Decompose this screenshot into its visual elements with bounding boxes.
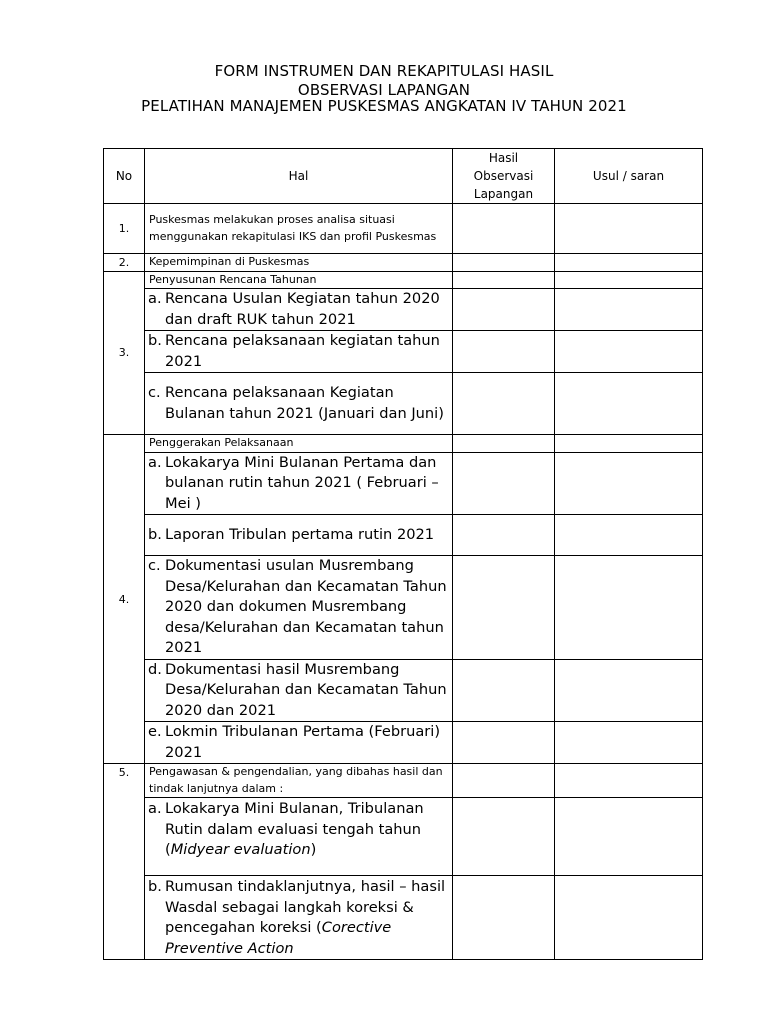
sub-item-text: Lokakarya Mini Bulanan Pertama dan bulanan rutin tahun 2021 ( Februari – Mei )	[165, 453, 439, 512]
hasil-observasi-cell[interactable]	[453, 204, 555, 254]
sub-item-row	[104, 722, 703, 764]
row-number: 2.	[104, 254, 145, 272]
sub-item-letter: a.	[148, 800, 162, 817]
hasil-observasi-cell[interactable]	[453, 254, 555, 272]
hasil-observasi-cell[interactable]	[453, 798, 555, 876]
sub-item-text: Rencana Usulan Kegiatan tahun 2020 dan draft RUK tahun 2021	[165, 290, 440, 328]
form-title-line-1: FORM INSTRUMEN DAN REKAPITULASI HASIL	[214, 62, 554, 80]
hasil-observasi-cell[interactable]	[453, 271, 555, 289]
usul-saran-cell[interactable]	[555, 204, 703, 254]
usul-saran-cell[interactable]	[555, 289, 703, 331]
sub-item	[148, 331, 452, 372]
header-hasil-line-2: Observasi	[473, 169, 534, 183]
header-hal: Hal	[145, 149, 453, 204]
header-no: No	[104, 149, 145, 204]
sub-item-letter: e.	[148, 723, 162, 740]
sub-item-letter: c.	[148, 384, 161, 401]
sub-item-row	[104, 556, 703, 660]
sub-item-row	[104, 876, 703, 960]
row-description: Penggerakan Pelaksanaan	[145, 435, 453, 453]
sub-item	[148, 722, 452, 763]
observation-table	[103, 148, 703, 960]
table-row	[104, 435, 703, 453]
row-description: Puskesmas melakukan proses analisa situasi menggunakan rekapitulasi IKS dan profil Puskesmas	[145, 204, 453, 254]
sub-item-letter: d.	[148, 660, 162, 678]
usul-saran-cell[interactable]	[555, 659, 703, 722]
table-row	[104, 254, 703, 272]
sub-item-letter: b.	[148, 878, 162, 895]
sub-item-text: Dokumentasi hasil Musrembang Desa/Kelurahan dan Kecamatan Tahun 2020 dan 2021	[165, 660, 447, 719]
header-hasil-line-1: Hasil	[488, 151, 519, 165]
usul-saran-cell[interactable]	[555, 556, 703, 660]
sub-item	[148, 877, 452, 959]
hasil-observasi-cell[interactable]	[453, 876, 555, 960]
sub-item-row	[104, 373, 703, 435]
hasil-observasi-cell[interactable]	[453, 331, 555, 373]
hasil-observasi-cell[interactable]	[453, 722, 555, 764]
sub-item-text: Laporan Tribulan pertama rutin 2021	[165, 525, 435, 543]
sub-item-text-italic: Corective Preventive Action	[165, 919, 392, 957]
sub-item	[148, 383, 452, 424]
sub-item-row	[104, 659, 703, 722]
hasil-observasi-cell[interactable]	[453, 764, 555, 798]
row-description: Penyusunan Rencana Tahunan	[145, 271, 453, 289]
sub-item-letter: c.	[148, 557, 161, 574]
hasil-observasi-cell[interactable]	[453, 289, 555, 331]
row-description: Pengawasan & pengendalian, yang dibahas hasil dan tindak lanjutnya dalam :	[145, 764, 453, 798]
sub-item-text: Rencana pelaksanaan Kegiatan Bulanan tahun 2021 (Januari dan Juni)	[165, 384, 444, 422]
hasil-observasi-cell[interactable]	[453, 373, 555, 435]
usul-saran-cell[interactable]	[555, 764, 703, 798]
sub-item-row	[104, 289, 703, 331]
sub-item-letter: b.	[148, 525, 162, 543]
hasil-observasi-cell[interactable]	[453, 452, 555, 515]
table-row	[104, 271, 703, 289]
header-hasil-line-3: Lapangan	[473, 187, 534, 201]
table-row	[104, 764, 703, 798]
table-header-row	[104, 149, 703, 204]
usul-saran-cell[interactable]	[555, 515, 703, 556]
sub-item-letter: a.	[148, 290, 162, 307]
sub-item	[148, 799, 452, 861]
sub-item	[148, 525, 452, 546]
sub-item-row	[104, 331, 703, 373]
sub-item-text-italic: Midyear evaluation	[170, 841, 311, 858]
sub-item-text: Lokakarya Mini Bulanan, Tribulanan Rutin dalam evaluasi tengah tahun (	[165, 800, 424, 858]
sub-item-letter: b.	[148, 332, 162, 349]
row-number: 4.	[104, 435, 145, 764]
sub-item-text: Rumusan tindaklanjutnya, hasil – hasil Wasdal sebagai langkah koreksi & pencegahan koreksi (	[165, 878, 446, 936]
sub-item-text: Rencana pelaksanaan kegiatan tahun 2021	[165, 332, 440, 370]
header-usul-saran: Usul / saran	[555, 149, 703, 204]
row-number: 3.	[104, 271, 145, 435]
usul-saran-cell[interactable]	[555, 435, 703, 453]
row-description: Kepemimpinan di Puskesmas	[145, 254, 453, 272]
hasil-observasi-cell[interactable]	[453, 556, 555, 660]
hasil-observasi-cell[interactable]	[453, 515, 555, 556]
usul-saran-cell[interactable]	[555, 331, 703, 373]
sub-item	[148, 556, 452, 659]
sub-item	[148, 660, 452, 722]
row-number: 5.	[104, 764, 145, 960]
usul-saran-cell[interactable]	[555, 452, 703, 515]
usul-saran-cell[interactable]	[555, 254, 703, 272]
sub-item-letter: a.	[148, 453, 162, 471]
sub-item-row	[104, 452, 703, 515]
table-row	[104, 204, 703, 254]
sub-item-text-end: )	[310, 841, 317, 858]
usul-saran-cell[interactable]	[555, 876, 703, 960]
header-hasil-observasi	[453, 149, 555, 204]
hasil-observasi-cell[interactable]	[453, 435, 555, 453]
hasil-observasi-cell[interactable]	[453, 659, 555, 722]
sub-item	[148, 289, 452, 330]
sub-item-text: Lokmin Tribulanan Pertama (Februari) 2021	[165, 723, 441, 761]
usul-saran-cell[interactable]	[555, 798, 703, 876]
sub-item	[148, 453, 452, 515]
form-title-line-2: OBSERVASI LAPANGAN	[297, 81, 471, 99]
sub-item-row	[104, 798, 703, 876]
sub-item-row	[104, 515, 703, 556]
usul-saran-cell[interactable]	[555, 271, 703, 289]
usul-saran-cell[interactable]	[555, 722, 703, 764]
sub-item-text: Dokumentasi usulan Musrembang Desa/Kelurahan dan Kecamatan Tahun 2020 dan dokumen Musrembang desa/Kelurahan dan Kecamatan tahun 2021	[165, 557, 447, 656]
row-number: 1.	[104, 204, 145, 254]
form-title-line-3: PELATIHAN MANAJEMEN PUSKESMAS ANGKATAN IV TAHUN 2021	[141, 97, 627, 115]
usul-saran-cell[interactable]	[555, 373, 703, 435]
